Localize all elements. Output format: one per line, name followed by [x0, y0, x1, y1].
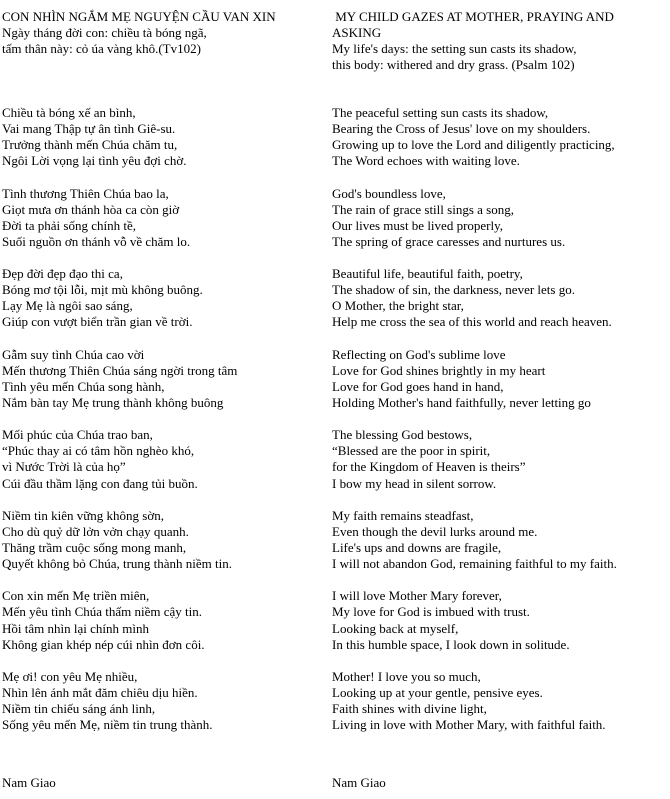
english-title-line: MY CHILD GAZES AT MOTHER, PRAYING AND	[332, 9, 614, 24]
verse-line: Giúp con vượt biển trần gian về trời.	[2, 314, 193, 330]
verse-line: Đẹp đời đẹp đạo thi ca,	[2, 266, 123, 282]
verse-line: Even though the devil lurks around me.	[332, 523, 538, 539]
vietnamese-stanza	[2, 427, 322, 491]
vietnamese-stanza	[2, 105, 322, 169]
verse-line: God's boundless love,	[332, 185, 446, 201]
verse-line: Gẫm suy tình Chúa cao vời	[2, 346, 145, 362]
english-stanza	[332, 186, 668, 250]
verse-line: vì Nước Trời là của họ”	[2, 459, 126, 475]
vietnamese-stanza	[2, 266, 322, 330]
english-epigraph-line: My life's days: the setting sun casts its shadow,	[332, 41, 577, 57]
verse-line: Help me cross the sea of this world and reach heaven.	[332, 314, 612, 330]
vietnamese-epigraph-line: Ngày tháng đời con: chiều tà bóng ngã,	[2, 25, 207, 41]
vietnamese-header	[2, 9, 322, 105]
verse-line: Suối nguồn ơn thánh vỗ về chăm lo.	[2, 233, 191, 249]
english-stanza	[332, 427, 668, 491]
verse-line: Growing up to love the Lord and diligently practicing,	[332, 137, 615, 153]
verse-line: Cúi đầu thầm lặng con đang tủi buồn.	[2, 475, 198, 491]
verse-line: Con xin mến Mẹ triền miên,	[2, 588, 150, 604]
verse-line: I bow my head in silent sorrow.	[332, 475, 497, 491]
verse-line: Looking back at myself,	[332, 620, 459, 636]
verse-line: Holding Mother's hand faithfully, never letting go	[332, 394, 591, 410]
verse-line: O Mother, the bright star,	[332, 298, 464, 314]
verse-line: Nhìn lên ánh mắt đăm chiêu dịu hiền.	[2, 685, 198, 701]
verse-line: Hồi tâm nhìn lại chính mình	[2, 620, 149, 636]
verse-line: Niềm tin chiếu sáng ánh linh,	[2, 701, 156, 717]
verse-line: Life's ups and downs are fragile,	[332, 540, 502, 555]
verse-line: Chiều tà bóng xế an bình,	[2, 105, 136, 120]
verse-line: “Blessed are the poor in spirit,	[332, 443, 491, 459]
verse-line: I will not abandon God, remaining faithful to my faith.	[332, 556, 617, 572]
verse-line: Love for God goes hand in hand,	[332, 378, 504, 394]
verse-line: for the Kingdom of Heaven is theirs”	[332, 459, 526, 475]
verse-line: Vai mang Thập tự ân tình Giê-su.	[2, 121, 176, 137]
verse-line: Thăng trầm cuộc sống mong manh,	[2, 540, 187, 555]
english-stanza	[332, 105, 668, 169]
verse-line: My faith remains steadfast,	[332, 507, 474, 523]
verse-line: Mẹ ơi! con yêu Mẹ nhiều,	[2, 668, 138, 684]
verse-line: The rain of grace still sings a song,	[332, 201, 514, 217]
verse-line: Quyết không bỏ Chúa, trung thành niềm tin.	[2, 556, 233, 572]
verse-line: In this humble space, I look down in solitude.	[332, 636, 570, 652]
vietnamese-stanza	[2, 186, 322, 250]
verse-line: My love for God is imbued with trust.	[332, 604, 530, 620]
vietnamese-title: CON NHÌN NGẮM MẸ NGUYỆN CẦU VAN XIN	[2, 9, 276, 24]
verse-line: I will love Mother Mary forever,	[332, 588, 502, 604]
verse-line: Mother! I love you so much,	[332, 668, 481, 684]
verse-line: Beautiful life, beautiful faith, poetry,	[332, 266, 523, 282]
english-title-line: ASKING	[332, 25, 382, 41]
verse-line: Tình thương Thiên Chúa bao la,	[2, 185, 169, 201]
verse-line: Niềm tin kiên vững không sờn,	[2, 507, 164, 523]
verse-line: Tình yêu mến Chúa song hành,	[2, 378, 165, 394]
english-epigraph-line: this body: withered and dry grass. (Psalm 102)	[332, 57, 575, 73]
verse-line: “Phúc thay ai có tâm hồn nghèo khó,	[2, 443, 195, 459]
verse-line: Love for God shines brightly in my heart	[332, 362, 546, 378]
vietnamese-stanza	[2, 588, 322, 652]
english-stanza	[332, 266, 668, 330]
english-stanza	[332, 588, 668, 652]
verse-line: Bearing the Cross of Jesus' love on my shoulders.	[332, 121, 591, 137]
verse-line: Sống yêu mến Mẹ, niềm tin trung thành.	[2, 717, 213, 733]
verse-line: The peaceful setting sun casts its shadow,	[332, 105, 549, 120]
vietnamese-epigraph-line: tấm thân này: cỏ úa vàng khô.(Tv102)	[2, 41, 201, 57]
verse-line: The Word echoes with waiting love.	[332, 153, 520, 169]
vietnamese-author: Nam Giao	[2, 775, 56, 790]
verse-line: Faith shines with divine light,	[332, 701, 487, 717]
verse-line: Đời ta phải sống chính tề,	[2, 217, 136, 233]
verse-line: Ngôi Lời vọng lại tình yêu đợi chờ.	[2, 153, 187, 169]
verse-line: Giọt mưa ơn thánh hòa ca còn giờ	[2, 201, 180, 217]
verse-line: Looking up at your gentle, pensive eyes.	[332, 685, 543, 701]
english-stanza	[332, 347, 668, 411]
verse-line: Lạy Mẹ là ngôi sao sáng,	[2, 298, 133, 314]
english-stanza	[332, 508, 668, 572]
vietnamese-stanza	[2, 508, 322, 572]
verse-line: Mến yêu tình Chúa thấm niềm cậy tin.	[2, 604, 203, 620]
verse-line: Cho dù quỷ dữ lởn vởn chạy quanh.	[2, 523, 189, 539]
english-column	[332, 9, 668, 790]
verse-line: Nắm bàn tay Mẹ trung thành không buông	[2, 394, 224, 410]
verse-line: The blessing God bestows,	[332, 427, 473, 443]
verse-line: Our lives must be lived properly,	[332, 217, 504, 233]
english-author: Nam Giao	[332, 775, 386, 790]
verse-line: Mối phúc của Chúa trao ban,	[2, 427, 153, 443]
verse-line: Trưởng thành mến Chúa chăm tu,	[2, 137, 178, 153]
verse-line: The shadow of sin, the darkness, never lets go.	[332, 282, 575, 298]
verse-line: Reflecting on God's sublime love	[332, 346, 506, 362]
verse-line: Mến thương Thiên Chúa sáng ngời trong tâm	[2, 362, 238, 378]
vietnamese-stanza	[2, 347, 322, 411]
verse-line: Không gian khép nép cúi nhìn đơn côi.	[2, 636, 205, 652]
verse-line: Bóng mơ tội lỗi, mịt mù không buông.	[2, 282, 203, 298]
verse-line: Living in love with Mother Mary, with faithful faith.	[332, 717, 606, 733]
english-header	[332, 9, 668, 105]
verse-line: The spring of grace caresses and nurtures us.	[332, 233, 566, 249]
vietnamese-column	[2, 9, 322, 790]
vietnamese-stanza	[2, 669, 322, 733]
english-stanza	[332, 669, 668, 733]
